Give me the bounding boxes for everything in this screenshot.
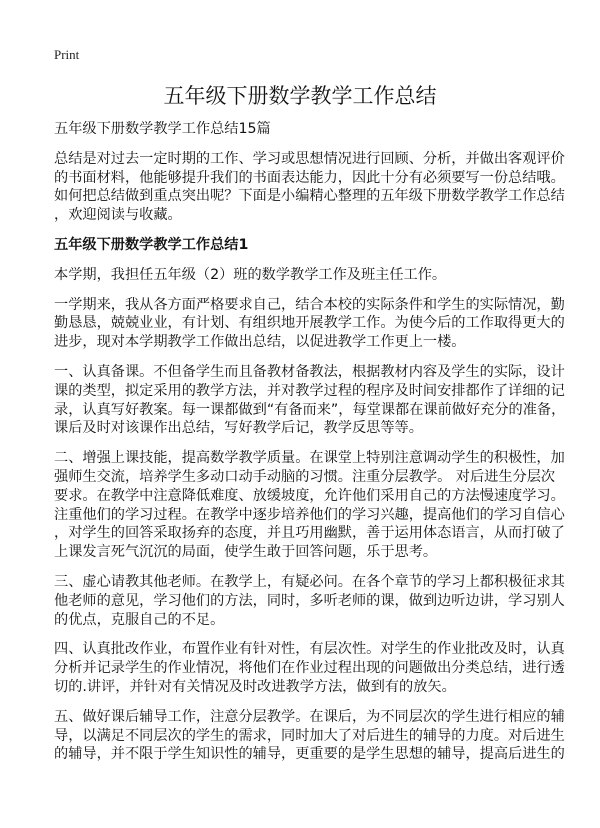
- text-line: 如何把总结做到重点突出呢？下面是小编精心整理的五年级下册数学教学工作总结: [54, 188, 565, 205]
- text-line: 总结是对过去一定时期的工作、学习或思想情况进行回顾、分析，并做出客观评价: [54, 150, 565, 167]
- text-line: 注重他们的学习过程。在教学中逐步培养他们的学习兴趣，提高他们的学习自信心: [54, 506, 565, 523]
- text-line: 一、认真备课。不但备学生而且备教材备教法，根据教材内容及学生的实际，设计: [54, 363, 565, 380]
- text-line: 强师生交流，培养学生多动口动手动脑的习惯。注重分层教学。 对后进生分层次: [54, 468, 556, 485]
- text-line: 要求。在教学中注意降低难度、放缓坡度，允许他们采用自己的方法慢速度学习。: [54, 487, 565, 504]
- text-line: 切的.讲评，并针对有关情况及时改进教学方法，做到有的放矢。: [54, 678, 456, 695]
- text-line: ，对学生的回答采取扬弃的态度，并且巧用幽默，善于运用体态语言，从而打破了: [54, 525, 565, 542]
- text-line: 录，认真写好教案。每一课都做到“有备而来”，每堂课都在课前做好充分的准备，: [54, 401, 566, 418]
- body-paragraph: [54, 708, 574, 764]
- body-paragraph: [54, 296, 574, 352]
- text-line: 三、虚心请教其他老师。在教学上，有疑必问。在各个章节的学习上都积极征求其: [54, 573, 565, 590]
- text-line: ，欢迎阅读与收藏。: [54, 207, 182, 224]
- text-line: 一学期来，我从各方面严格要求自己，结合本校的实际条件和学生的实际情况，勤: [54, 296, 565, 313]
- text-line: 本学期，我担任五年级（2）班的数学教学工作及班主任工作。: [54, 266, 447, 283]
- section-paragraphs: [54, 266, 574, 764]
- text-line: 的辅导，并不限于学生知识性的辅导，更重要的是学生思想的辅导，提高后进生的: [54, 746, 565, 763]
- text-line: 的书面材料，他能够提升我们的书面表达能力，因此十分有必须要写一份总结哦。: [54, 169, 565, 186]
- document-body: [54, 120, 574, 775]
- body-paragraph: [54, 449, 574, 562]
- body-paragraph: [54, 573, 574, 629]
- intro-paragraph: [54, 150, 574, 225]
- text-line: 四、认真批改作业，布置作业有针对性，有层次性。对学生的作业批改及时，认真: [54, 641, 565, 658]
- body-paragraph: [54, 266, 574, 285]
- text-line: 导，以满足不同层次的学生的需求，同时加大了对后进生的辅导的力度。对后进生: [54, 727, 565, 744]
- print-link[interactable]: Print: [54, 47, 80, 62]
- text-line: 二、增强上课技能，提高数学教学质量。在课堂上特别注意调动学生的积极性，加: [54, 450, 565, 467]
- text-line: 勤恳恳，兢兢业业，有计划、有组织地开展教学工作。为使今后的工作取得更大的: [54, 315, 565, 332]
- text-line: 他老师的意见，学习他们的方法，同时，多听老师的课，做到边听边讲，学习别人: [54, 592, 565, 609]
- text-line: 的优点，克服自己的不足。: [54, 611, 225, 628]
- text-line: 进步，现对本学期教学工作做出总结，以促进教学工作更上一楼。: [54, 334, 466, 351]
- text-line: 课的类型，拟定采用的教学方法，并对教学过程的程序及时间安排都作了详细的记: [54, 382, 565, 399]
- text-line: 五、做好课后辅导工作，注意分层教学。在课后，为不同层次的学生进行相应的辅: [54, 708, 565, 725]
- text-line: 上课发言死气沉沉的局面，使学生敢于回答问题，乐于思考。: [54, 544, 438, 561]
- body-paragraph: [54, 363, 574, 438]
- section-heading: 五年级下册数学教学工作总结1: [54, 236, 249, 253]
- text-line: 课后及时对该课作出总结，写好教学后记，教学反思等等。: [54, 420, 423, 437]
- document-title: 五年级下册数学教学工作总结: [163, 84, 437, 108]
- document-subtitle: 五年级下册数学教学工作总结15篇: [54, 121, 271, 137]
- text-line: 分析并记录学生的作业情况，将他们在作业过程出现的问题做出分类总结，进行透: [54, 660, 565, 677]
- body-paragraph: [54, 640, 574, 696]
